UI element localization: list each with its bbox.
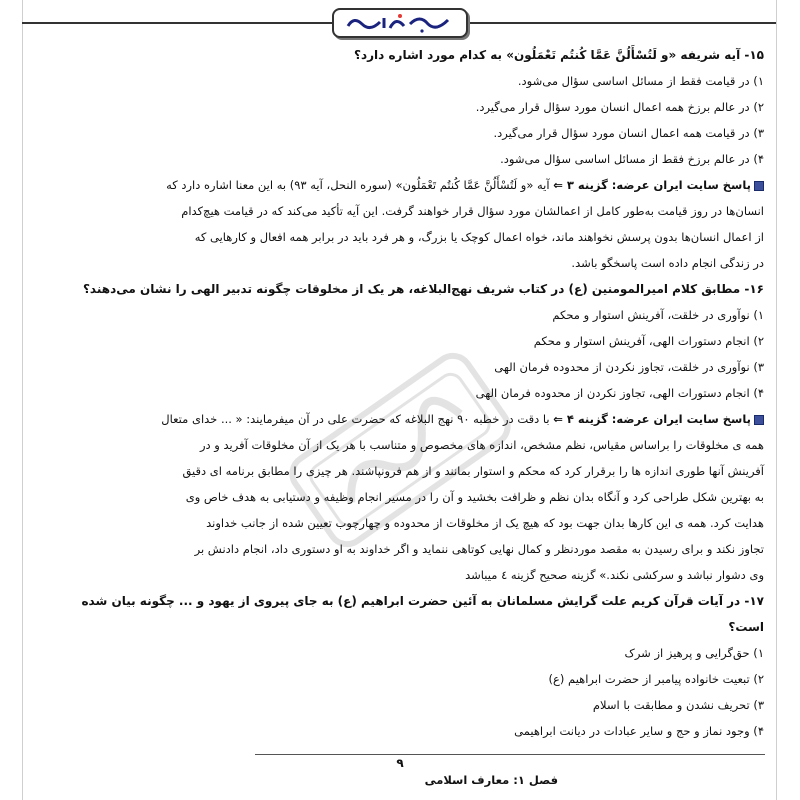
checkbox-icon <box>754 415 764 425</box>
question-option: ۳) نوآوری در خلقت، تجاوز نکردن از محدوده فرمان الهی <box>494 360 764 374</box>
answer-text: وی دشوار نباشد و سرکشی نکند.» گزینه صحیح گزینه ٤ میباشد <box>465 568 764 582</box>
answer-text: هدایت کرد. همه ی این کارها بدان جهت بود که هیچ یک از مخلوقات از محدوده و چهارچوب تعیین شده از جانب خداوند <box>206 516 764 530</box>
answer-line <box>44 406 764 432</box>
answer-text: با دقت در خطبه ۹۰ نهج البلاغه که حضرت علی در آن میفرمایند: « ... خدای متعال <box>161 412 550 426</box>
question-option: ۴) انجام دستورات الهی، تجاوز نکردن از محدوده فرمان الهی <box>475 386 764 400</box>
question-option: ۴) وجود نماز و حج و سایر عبادات در دیانت ابراهیمی <box>514 724 764 738</box>
question-title: ۱۶- مطابق کلام امیرالمومنین (ع) در کتاب شریف نهج‌البلاغه، هر یک از مخلوقات چگونه تدبیر الهی را نشان می‌دهند؟ <box>82 282 764 296</box>
footer-rule <box>255 754 765 755</box>
question-title: ۱۷- در آیات قرآن کریم علت گرایش مسلمانان به آئین حضرت ابراهیم (ع) به جای پیروی از یهود و ... چگونه بیان شده <box>81 594 764 608</box>
question-title: ۱۵- آیه شریفه «و لَتُسْأَلُنَّ عَمَّا كُنتُم تَعْمَلُون» به کدام مورد اشاره دارد؟ <box>354 48 764 62</box>
header-rule-right <box>468 22 776 24</box>
answer-text: به بهترین شکل طراحی کرد و آنگاه بدان نظم و ظرافت بخشید و آن را در مسیر انجام وظیفه و دستیابی به هدف خاص وی <box>185 490 764 504</box>
answer-label: پاسخ سایت ایران عرضه: گزینه ۴ ⇐ <box>553 412 751 426</box>
site-logo <box>332 8 468 38</box>
logo-wordmark-icon <box>340 12 460 34</box>
question-option: ۱) در قیامت فقط از مسائل اساسی سؤال می‌شود. <box>517 74 764 88</box>
right-margin-line <box>776 0 777 800</box>
answer-text: تجاوز نکند و برای رسیدن به مقصد موردنظر و کمال نهایی کوتاهی ننماید و اگر خداوند به او دستوری داد، انجام دادنش بر <box>194 542 764 556</box>
answer-text: انسان‌ها در روز قیامت به‌طور کامل از اعمالشان مورد سؤال قرار خواهند گرفت. این آیه تأکید می‌کند که در قیامت هیچ‌کدام <box>181 204 764 218</box>
answer-text: آفرینش آنها طوری اندازه ها را برقرار کرد که محکم و استوار بمانند و از هم فرونپاشند. هر چیزی را مطابق برنامه ای دقیق <box>182 464 764 478</box>
checkbox-icon <box>754 181 764 191</box>
header-rule-left <box>22 22 332 24</box>
question-option: ۲) انجام دستورات الهی، آفرینش استوار و محکم <box>533 334 764 348</box>
answer-text: آیه «و لَتُسْأَلُنَّ عَمَّا كُنتُم تَعْمَلُون» (سوره النحل، آیه ۹۳) به این معنا اشاره دارد که <box>166 178 550 192</box>
left-margin-line <box>22 0 23 800</box>
answer-text: در زندگی انجام داده است پاسخگو باشد. <box>571 256 764 270</box>
document-body <box>44 42 764 744</box>
answer-text: همه ی مخلوقات را براساس مقیاس، نظم مشخص، اندازه های مخصوص و متناسب با هر یک از آن مخلوقات آفرید و در <box>199 438 764 452</box>
question-option: ۲) تبعیت خانواده پیامبر از حضرت ابراهیم (ع) <box>548 672 764 686</box>
question-option: ۱) نوآوری در خلقت، آفرینش استوار و محکم <box>552 308 764 322</box>
answer-line <box>44 172 764 198</box>
chapter-title: فصل ۱: معارف اسلامی <box>424 773 558 787</box>
answer-text: از اعمال انسان‌ها بدون پرسش نخواهند ماند، خواه اعمال کوچک یا بزرگ، و هر فرد باید در برابر همه افعال و کارهایی که <box>194 230 764 244</box>
question-option: ۱) حق‌گرایی و پرهیز از شرک <box>624 646 764 660</box>
question-option: ۳) تحریف نشدن و مطابقت با اسلام <box>592 698 764 712</box>
question-option: ۴) در عالم برزخ فقط از مسائل اساسی سؤال می‌شود. <box>500 152 764 166</box>
question-title-continued: است؟ <box>728 620 764 634</box>
question-option: ۲) در عالم برزخ همه اعمال انسان مورد سؤال قرار می‌گیرد. <box>475 100 764 114</box>
answer-label: پاسخ سایت ایران عرضه: گزینه ۳ ⇐ <box>553 178 751 192</box>
page-number: ۹ <box>396 756 404 770</box>
question-option: ۳) در قیامت همه اعمال انسان مورد سؤال قرار می‌گیرد. <box>493 126 764 140</box>
